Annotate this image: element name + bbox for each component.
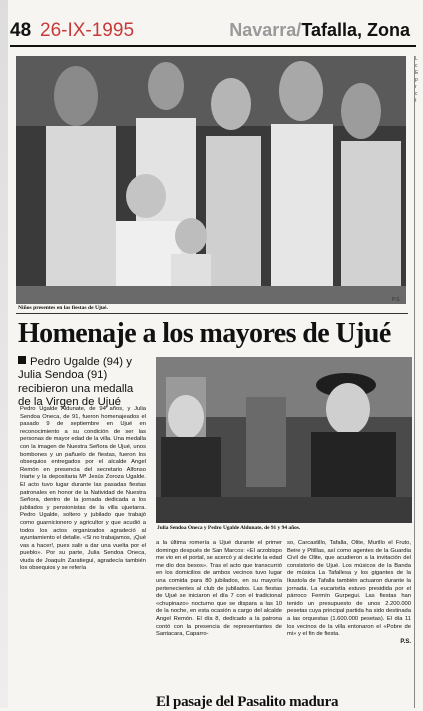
section-title	[229, 20, 410, 41]
caption-rule	[16, 313, 408, 314]
elders-photo	[156, 357, 412, 523]
subhead-text: Pedro Ugalde (94) y Julia Sendoa (91) recibieron una medalla de la Virgen de Ujué	[18, 356, 134, 409]
column-3-text: so, Carcastillo, Tafalla, Olite, Murillo el Fruto, Beire y Pitillas, así como agentes de la Guardia Civil de Olite, que acudieron a la invitación del consistorio de Ujué. Los músicos de la Banda de música La Tafallesa y los gigantes de la Ikastola de Tafalla también actuaron durante la jornada. La eucaristía estuvo presidida por el párroco Fermín Gurpegui. Las fiestas han tenido un presupuesto de unos 2.200.000 pesetas cuya principal partida ha sido destinada a las orquestas (1.600.000 pesetas). El día 11 los vecinos de la villa entonaron el «Pobre de mi» y el fin de fiesta.	[287, 540, 411, 638]
page-date: 26-IX-1995	[40, 20, 135, 41]
bullet-square-icon	[18, 356, 26, 364]
page-number: 48	[10, 20, 32, 41]
photo-credit: P.S.	[392, 297, 401, 303]
fragment-letter: t	[415, 98, 417, 104]
photo-caption-children: Niños presentes en las fiestas de Ujué.	[18, 305, 108, 311]
page-header	[10, 20, 416, 46]
header-rule	[10, 45, 416, 47]
section-region: Navarra/	[229, 20, 302, 40]
fragment-letter: L	[415, 56, 418, 62]
article-column-3	[287, 540, 411, 646]
scan-edge	[0, 0, 8, 708]
article-subhead	[18, 356, 146, 410]
article-column-1: Pedro Ugalde Aldunate, de 94 años, y Julia Sendoa Oneca, de 91, fueron homenajeados el pasado 9 de septiembre en Ujué en reconocimiento a su condición de ser las personas de mayor edad de la villa. Una medalla con la imagen de Nuestra Señora de Ujué, unos bombones y un pañuelo de fiestas, fueron los obsequios entregados por el alcalde Angel Remón en presencia del secretario Alfonso Iriarte y la depositaria Mª Jesús Zoroza Ugalde. El acto tuvo lugar durante las pasadas fiestas patronales en honor de la Natividad de Nuestra Señora, dentro de la jornada dedicada a los jubilados y pensionistas de la villa ujuetarra. Pedro Ugalde, soltero y jubilado que trabajó como guarnicionero y agricultor y que acudió a todos los actos organizados agradeció al ayuntamiento el detalle. «Si no trabajamos, ¡Qué vas a hacer!, pues salir a dar una vuelta por el pueblo». Por su parte, Julia Sendoa Oneca, viuda de Joaquín Zaratiegui, agradecía también los obsequios y se refería	[20, 406, 146, 572]
fragment-letter: p	[415, 77, 418, 83]
next-article-headline: El pasaje del Pasalito madura	[156, 694, 339, 710]
adjacent-article-fragment	[414, 56, 423, 708]
children-photo	[16, 56, 406, 304]
article-headline: Homenaje a los mayores de Ujué	[18, 318, 391, 349]
article-column-2: a la última romería a Ujué durante el primer domingo después de San Marcos: «El arzobispo me vio en el portal, se acercó y al decirle la edad me dio dos besos». Tras el acto que transcurrió en los domicilios de ambos vecinos tuvo lugar una comida para 80 jubilados, en su mayoría pertenecientes al club de jubilados. Las fiestas de Ujué se iniciaron el día 7 con el tradicional «chupinazo» nocturno que se dispara a las 10 de la noche, en esta ocasión a cargo del alcalde Angel Remón. El día 8, dedicado a la patrona contó con la presencia de representantes de Santacara, Caparro-	[156, 540, 282, 638]
fragment-letter: c	[415, 91, 418, 97]
article-byline: P.S.	[400, 638, 411, 645]
photo-caption-elders: Julia Sendoa Oneca y Pedro Ugalde Aldunate, de 91 y 94 años.	[157, 525, 301, 531]
fragment-letter: c	[415, 63, 418, 69]
fragment-letter: r	[415, 84, 417, 90]
section-zone: Tafalla, Zona	[301, 20, 410, 40]
fragment-letter: E	[415, 70, 419, 76]
